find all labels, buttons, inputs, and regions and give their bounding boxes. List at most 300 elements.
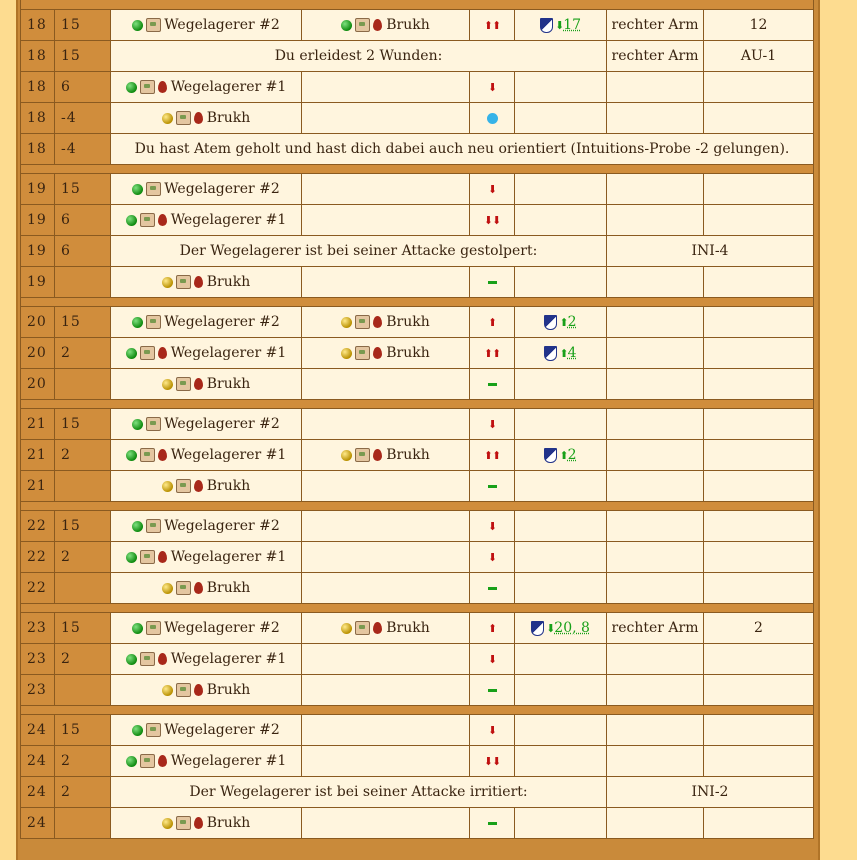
log-row bbox=[21, 72, 814, 103]
log-row bbox=[21, 746, 814, 777]
no-action-dash-icon bbox=[488, 689, 497, 692]
actor-cell bbox=[111, 573, 302, 604]
log-message: Der Wegelagerer ist bei seiner Attacke irritiert: bbox=[111, 777, 607, 808]
round-number: 22 bbox=[21, 511, 55, 542]
weapon-hand-icon bbox=[140, 754, 155, 768]
green-orb-icon bbox=[126, 215, 137, 226]
round-number: 21 bbox=[21, 440, 55, 471]
actor-cell bbox=[111, 205, 302, 236]
initiative-value: 15 bbox=[55, 174, 111, 205]
blood-drop-icon bbox=[158, 653, 167, 665]
green-orb-icon bbox=[132, 521, 143, 532]
combatant-name[interactable]: Wegelagerer #1 bbox=[170, 753, 287, 769]
target-cell bbox=[302, 471, 470, 502]
round-number: 19 bbox=[21, 267, 55, 298]
defense-cell bbox=[515, 267, 607, 298]
double-arrow-down-icon: ⬇⬇ bbox=[483, 755, 501, 768]
arrow-down-icon: ⬇ bbox=[487, 81, 497, 94]
round-separator bbox=[21, 400, 814, 409]
hit-zone bbox=[607, 409, 704, 440]
initiative-value: 15 bbox=[55, 715, 111, 746]
round-number: 20 bbox=[21, 369, 55, 400]
result-value: AU-1 bbox=[704, 41, 814, 72]
defense-cell bbox=[515, 808, 607, 839]
attack-arrow-cell bbox=[470, 675, 515, 706]
initiative-value: 15 bbox=[55, 409, 111, 440]
blood-drop-icon bbox=[158, 449, 167, 461]
no-action-dash-icon bbox=[488, 587, 497, 590]
weapon-hand-icon bbox=[146, 315, 161, 329]
hit-zone bbox=[607, 715, 704, 746]
combatant-name[interactable]: Wegelagerer #2 bbox=[164, 518, 280, 534]
yellow-orb-icon bbox=[162, 583, 173, 594]
log-message: Du erleidest 2 Wunden: bbox=[111, 41, 607, 72]
green-orb-icon bbox=[132, 20, 143, 31]
actor-cell bbox=[111, 613, 302, 644]
defense-cell bbox=[515, 644, 607, 675]
initiative-value bbox=[55, 573, 111, 604]
actor-cell bbox=[111, 644, 302, 675]
result-value bbox=[704, 644, 814, 675]
hit-zone bbox=[607, 307, 704, 338]
actor-cell bbox=[111, 746, 302, 777]
green-orb-icon bbox=[132, 184, 143, 195]
log-row bbox=[21, 542, 814, 573]
round-number: 19 bbox=[21, 174, 55, 205]
target-cell bbox=[302, 746, 470, 777]
hit-zone bbox=[607, 573, 704, 604]
initiative-value bbox=[55, 471, 111, 502]
hit-zone bbox=[607, 440, 704, 471]
shield-icon bbox=[531, 621, 544, 636]
double-arrow-up-icon: ⬆⬆ bbox=[483, 347, 501, 360]
weapon-hand-icon bbox=[355, 448, 370, 462]
defense-cell bbox=[515, 715, 607, 746]
result-value bbox=[704, 746, 814, 777]
defense-cell bbox=[515, 103, 607, 134]
target-cell bbox=[302, 267, 470, 298]
no-action-dash-icon bbox=[488, 822, 497, 825]
weapon-hand-icon bbox=[176, 377, 191, 391]
initiative-value: 6 bbox=[55, 236, 111, 267]
weapon-hand-icon bbox=[140, 652, 155, 666]
blood-drop-icon bbox=[373, 316, 382, 328]
defense-cell bbox=[515, 409, 607, 440]
initiative-value: 15 bbox=[55, 307, 111, 338]
double-arrow-up-icon: ⬆⬆ bbox=[483, 449, 501, 462]
weapon-hand-icon bbox=[176, 111, 191, 125]
blood-drop-icon bbox=[194, 582, 203, 594]
result-value bbox=[704, 409, 814, 440]
log-row bbox=[21, 307, 814, 338]
actor-cell bbox=[111, 440, 302, 471]
attack-arrow-cell bbox=[470, 471, 515, 502]
log-message: Der Wegelagerer ist bei seiner Attacke gestolpert: bbox=[111, 236, 607, 267]
hit-zone bbox=[607, 644, 704, 675]
green-orb-icon bbox=[132, 623, 143, 634]
weapon-hand-icon bbox=[146, 417, 161, 431]
combatant-name[interactable]: Wegelagerer #2 bbox=[164, 181, 280, 197]
combatant-name[interactable]: Brukh bbox=[386, 345, 430, 361]
weapon-hand-icon bbox=[355, 346, 370, 360]
weapon-hand-icon bbox=[140, 550, 155, 564]
green-orb-icon bbox=[126, 82, 137, 93]
log-row bbox=[21, 715, 814, 746]
initiative-value bbox=[55, 675, 111, 706]
defense-value[interactable]: 2 bbox=[567, 314, 577, 330]
hit-zone bbox=[607, 471, 704, 502]
arrow-up-icon: ⬆ bbox=[487, 622, 497, 635]
separator-cell bbox=[21, 298, 814, 307]
round-number: 21 bbox=[21, 409, 55, 440]
log-row bbox=[21, 236, 814, 267]
actor-cell bbox=[111, 542, 302, 573]
actor-cell bbox=[111, 338, 302, 369]
blood-drop-icon bbox=[194, 817, 203, 829]
round-separator bbox=[21, 298, 814, 307]
target-cell bbox=[302, 369, 470, 400]
combatant-name[interactable]: Brukh bbox=[386, 17, 430, 33]
log-row bbox=[21, 10, 814, 41]
log-row bbox=[21, 808, 814, 839]
actor-cell bbox=[111, 808, 302, 839]
defense-value[interactable]: 20, 8 bbox=[554, 620, 590, 636]
defense-cell bbox=[515, 542, 607, 573]
combatant-name[interactable]: Brukh bbox=[386, 447, 430, 463]
weapon-hand-icon bbox=[176, 683, 191, 697]
round-separator bbox=[21, 165, 814, 174]
yellow-orb-icon bbox=[162, 818, 173, 829]
initiative-value: -4 bbox=[55, 134, 111, 165]
log-row bbox=[21, 174, 814, 205]
weapon-hand-icon bbox=[355, 621, 370, 635]
round-separator bbox=[21, 706, 814, 715]
yellow-orb-icon bbox=[341, 450, 352, 461]
arrow-down-icon: ⬇ bbox=[487, 183, 497, 196]
combatant-name[interactable]: Wegelagerer #2 bbox=[164, 620, 280, 636]
attack-arrow-cell bbox=[470, 715, 515, 746]
combatant-name[interactable]: Wegelagerer #1 bbox=[170, 212, 287, 228]
green-arrow-up-icon: ⬆ bbox=[559, 316, 568, 329]
combatant-name[interactable]: Wegelagerer #1 bbox=[170, 651, 287, 667]
green-arrow-up-icon: ⬆ bbox=[559, 347, 568, 360]
log-row bbox=[21, 675, 814, 706]
combatant-name[interactable]: Wegelagerer #1 bbox=[170, 79, 287, 95]
defense-cell bbox=[515, 613, 607, 644]
attack-arrow-cell bbox=[470, 542, 515, 573]
actor-cell bbox=[111, 174, 302, 205]
hit-zone bbox=[607, 174, 704, 205]
round-number: 20 bbox=[21, 338, 55, 369]
initiative-value: 2 bbox=[55, 338, 111, 369]
round-separator bbox=[21, 0, 814, 10]
separator-cell bbox=[21, 0, 814, 10]
blood-drop-icon bbox=[373, 449, 382, 461]
combatant-name[interactable]: Brukh bbox=[206, 478, 251, 494]
combatant-name[interactable]: Brukh bbox=[206, 682, 251, 698]
combat-log-frame bbox=[16, 0, 820, 860]
initiative-value: 15 bbox=[55, 613, 111, 644]
initiative-value: 2 bbox=[55, 746, 111, 777]
green-arrow-down-icon: ⬇ bbox=[546, 622, 555, 635]
hit-zone bbox=[607, 103, 704, 134]
actor-cell bbox=[111, 471, 302, 502]
round-number: 24 bbox=[21, 777, 55, 808]
log-row bbox=[21, 777, 814, 808]
green-orb-icon bbox=[126, 450, 137, 461]
arrow-up-icon: ⬆ bbox=[487, 316, 497, 329]
actor-cell bbox=[111, 715, 302, 746]
initiative-value: 2 bbox=[55, 777, 111, 808]
log-row bbox=[21, 338, 814, 369]
weapon-hand-icon bbox=[140, 80, 155, 94]
defense-value[interactable]: 17 bbox=[563, 17, 582, 33]
initiative-value: 2 bbox=[55, 644, 111, 675]
weapon-hand-icon bbox=[146, 519, 161, 533]
initiative-value: 15 bbox=[55, 10, 111, 41]
weapon-hand-icon bbox=[146, 723, 161, 737]
log-row bbox=[21, 644, 814, 675]
yellow-orb-icon bbox=[341, 317, 352, 328]
target-cell bbox=[302, 440, 470, 471]
weapon-hand-icon bbox=[355, 18, 370, 32]
yellow-orb-icon bbox=[162, 113, 173, 124]
blood-drop-icon bbox=[194, 276, 203, 288]
yellow-orb-icon bbox=[162, 379, 173, 390]
round-number: 19 bbox=[21, 205, 55, 236]
target-cell bbox=[302, 511, 470, 542]
shield-icon bbox=[544, 346, 557, 361]
target-cell bbox=[302, 715, 470, 746]
initiative-value bbox=[55, 369, 111, 400]
weapon-hand-icon bbox=[146, 18, 161, 32]
result-value: 2 bbox=[704, 613, 814, 644]
target-cell bbox=[302, 675, 470, 706]
no-action-dash-icon bbox=[488, 281, 497, 284]
target-cell bbox=[302, 72, 470, 103]
round-number: 22 bbox=[21, 542, 55, 573]
blood-drop-icon bbox=[158, 81, 167, 93]
green-orb-icon bbox=[126, 348, 137, 359]
hit-zone: rechter Arm bbox=[607, 41, 704, 72]
target-cell bbox=[302, 307, 470, 338]
green-orb-icon bbox=[341, 20, 352, 31]
arrow-down-icon: ⬇ bbox=[487, 418, 497, 431]
blood-drop-icon bbox=[194, 684, 203, 696]
round-number: 18 bbox=[21, 41, 55, 72]
round-number: 21 bbox=[21, 471, 55, 502]
weapon-hand-icon bbox=[146, 182, 161, 196]
target-cell bbox=[302, 808, 470, 839]
weapon-hand-icon bbox=[176, 275, 191, 289]
combatant-name[interactable]: Brukh bbox=[206, 110, 251, 126]
round-number: 22 bbox=[21, 573, 55, 604]
shield-icon bbox=[540, 18, 553, 33]
target-cell bbox=[302, 542, 470, 573]
initiative-value bbox=[55, 267, 111, 298]
initiative-value: 6 bbox=[55, 72, 111, 103]
attack-arrow-cell bbox=[470, 808, 515, 839]
attack-arrow-cell bbox=[470, 174, 515, 205]
weapon-hand-icon bbox=[176, 816, 191, 830]
actor-cell bbox=[111, 10, 302, 41]
attack-arrow-cell bbox=[470, 573, 515, 604]
combatant-name[interactable]: Wegelagerer #1 bbox=[170, 447, 287, 463]
round-separator bbox=[21, 502, 814, 511]
defense-cell bbox=[515, 746, 607, 777]
hit-zone: rechter Arm bbox=[607, 10, 704, 41]
result-value bbox=[704, 675, 814, 706]
attack-arrow-cell bbox=[470, 746, 515, 777]
actor-cell bbox=[111, 103, 302, 134]
round-number: 18 bbox=[21, 72, 55, 103]
weapon-hand-icon bbox=[140, 346, 155, 360]
hit-zone bbox=[607, 267, 704, 298]
hit-zone bbox=[607, 338, 704, 369]
log-message: Du hast Atem geholt und hast dich dabei auch neu orientiert (Intuitions-Probe -2 gelungen). bbox=[111, 134, 814, 165]
target-cell bbox=[302, 613, 470, 644]
defense-cell bbox=[515, 10, 607, 41]
combatant-name[interactable]: Wegelagerer #2 bbox=[164, 17, 280, 33]
attack-arrow-cell bbox=[470, 307, 515, 338]
initiative-value: 2 bbox=[55, 440, 111, 471]
combatant-name[interactable]: Wegelagerer #1 bbox=[170, 345, 287, 361]
combatant-name[interactable]: Brukh bbox=[206, 376, 251, 392]
combatant-name[interactable]: Brukh bbox=[206, 274, 251, 290]
attack-arrow-cell bbox=[470, 103, 515, 134]
no-action-dash-icon bbox=[488, 383, 497, 386]
initiative-modifier: INI-2 bbox=[607, 777, 814, 808]
initiative-value bbox=[55, 808, 111, 839]
result-value bbox=[704, 542, 814, 573]
green-orb-icon bbox=[126, 756, 137, 767]
initiative-value: -4 bbox=[55, 103, 111, 134]
yellow-orb-icon bbox=[341, 348, 352, 359]
result-value bbox=[704, 103, 814, 134]
target-cell bbox=[302, 205, 470, 236]
blood-drop-icon bbox=[373, 347, 382, 359]
yellow-orb-icon bbox=[162, 685, 173, 696]
log-row bbox=[21, 369, 814, 400]
defense-value[interactable]: 2 bbox=[567, 447, 577, 463]
defense-value[interactable]: 4 bbox=[567, 345, 577, 361]
combatant-name[interactable]: Brukh bbox=[206, 815, 251, 831]
log-row bbox=[21, 41, 814, 72]
attack-arrow-cell bbox=[470, 440, 515, 471]
blood-drop-icon bbox=[373, 622, 382, 634]
round-number: 19 bbox=[21, 236, 55, 267]
actor-cell bbox=[111, 72, 302, 103]
result-value bbox=[704, 267, 814, 298]
defense-cell bbox=[515, 205, 607, 236]
initiative-modifier: INI-4 bbox=[607, 236, 814, 267]
defense-cell bbox=[515, 338, 607, 369]
target-cell bbox=[302, 103, 470, 134]
blood-drop-icon bbox=[194, 480, 203, 492]
round-number: 18 bbox=[21, 10, 55, 41]
defense-cell bbox=[515, 573, 607, 604]
attack-arrow-cell bbox=[470, 72, 515, 103]
attack-arrow-cell bbox=[470, 409, 515, 440]
separator-cell bbox=[21, 165, 814, 174]
defense-cell bbox=[515, 174, 607, 205]
initiative-value: 6 bbox=[55, 205, 111, 236]
target-cell bbox=[302, 338, 470, 369]
round-separator bbox=[21, 604, 814, 613]
blood-drop-icon bbox=[158, 347, 167, 359]
weapon-hand-icon bbox=[140, 448, 155, 462]
weapon-hand-icon bbox=[176, 581, 191, 595]
blood-drop-icon bbox=[158, 551, 167, 563]
log-row bbox=[21, 409, 814, 440]
combatant-name[interactable]: Wegelagerer #1 bbox=[170, 549, 287, 565]
initiative-value: 15 bbox=[55, 41, 111, 72]
result-value bbox=[704, 338, 814, 369]
attack-arrow-cell bbox=[470, 369, 515, 400]
defense-cell bbox=[515, 369, 607, 400]
green-arrow-down-icon: ⬇ bbox=[554, 19, 564, 32]
result-value bbox=[704, 573, 814, 604]
combatant-name[interactable]: Wegelagerer #2 bbox=[164, 416, 280, 432]
green-orb-icon bbox=[132, 725, 143, 736]
double-arrow-down-icon: ⬇⬇ bbox=[483, 214, 501, 227]
green-orb-icon bbox=[126, 654, 137, 665]
separator-cell bbox=[21, 502, 814, 511]
combatant-name[interactable]: Wegelagerer #2 bbox=[164, 314, 280, 330]
round-number: 23 bbox=[21, 644, 55, 675]
result-value bbox=[704, 440, 814, 471]
result-value bbox=[704, 808, 814, 839]
green-arrow-up-icon: ⬆ bbox=[559, 449, 568, 462]
separator-cell bbox=[21, 604, 814, 613]
attack-arrow-cell bbox=[470, 644, 515, 675]
breath-bubble-icon bbox=[487, 113, 498, 124]
combatant-name[interactable]: Wegelagerer #2 bbox=[164, 722, 280, 738]
round-number: 23 bbox=[21, 613, 55, 644]
shield-icon bbox=[544, 448, 557, 463]
log-row bbox=[21, 511, 814, 542]
arrow-down-icon: ⬇ bbox=[487, 724, 497, 737]
target-cell bbox=[302, 174, 470, 205]
target-cell bbox=[302, 10, 470, 41]
actor-cell bbox=[111, 369, 302, 400]
result-value bbox=[704, 471, 814, 502]
hit-zone bbox=[607, 808, 704, 839]
defense-cell bbox=[515, 471, 607, 502]
combatant-name[interactable]: Brukh bbox=[386, 620, 430, 636]
combatant-name[interactable]: Brukh bbox=[206, 580, 251, 596]
green-orb-icon bbox=[132, 317, 143, 328]
defense-cell bbox=[515, 440, 607, 471]
log-row bbox=[21, 573, 814, 604]
blood-drop-icon bbox=[373, 19, 382, 31]
hit-zone bbox=[607, 746, 704, 777]
yellow-orb-icon bbox=[162, 277, 173, 288]
target-cell bbox=[302, 644, 470, 675]
attack-arrow-cell bbox=[470, 613, 515, 644]
arrow-down-icon: ⬇ bbox=[487, 520, 497, 533]
actor-cell bbox=[111, 675, 302, 706]
weapon-hand-icon bbox=[355, 315, 370, 329]
result-value: 12 bbox=[704, 10, 814, 41]
result-value bbox=[704, 511, 814, 542]
blood-drop-icon bbox=[158, 214, 167, 226]
hit-zone bbox=[607, 205, 704, 236]
blood-drop-icon bbox=[158, 755, 167, 767]
defense-cell bbox=[515, 511, 607, 542]
combatant-name[interactable]: Brukh bbox=[386, 314, 430, 330]
round-number: 20 bbox=[21, 307, 55, 338]
